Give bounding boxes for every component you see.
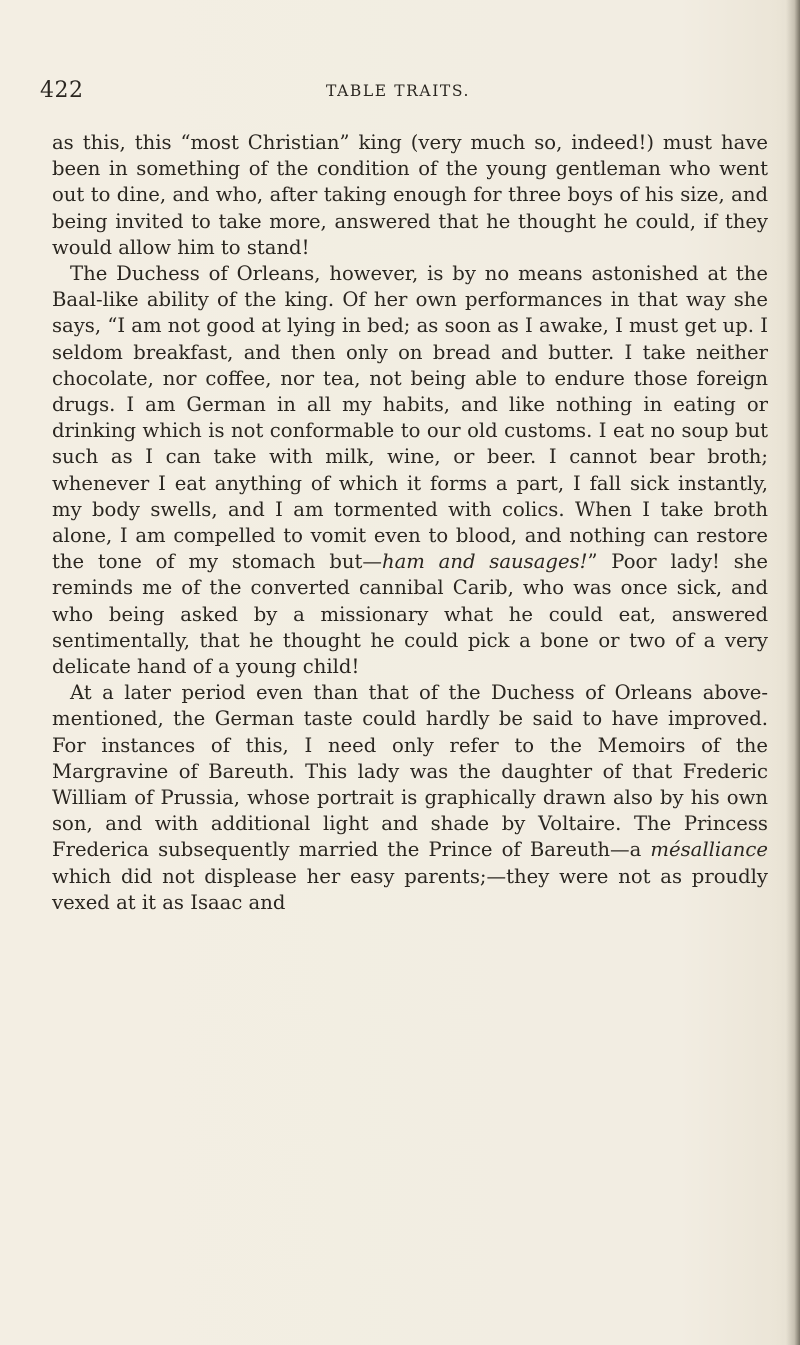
page-number: 422: [40, 78, 84, 103]
page-edge-shadow: [786, 0, 800, 1345]
paragraph-2-text-a: The Duchess of Orleans, however, is by no means astonished at the Baal-like ability of the king. Of her own performances in that way she says, “I am not good at lying in bed; as soon as I awake, I must get up. I seldom breakfast, and then only on bread and butter. I take neither chocolate, nor coffee, nor tea, not being able to endure those foreign drugs. I am German in all my habits, and like nothing in eating or drinking which is not conformable to our old customs. I eat no soup but such as I can take with milk, wine, or beer. I cannot bear broth; whenever I eat anything of which it forms a part, I fall sick instantly, my body swells, and I am tormented with colics. When I take broth alone, I am compelled to vomit even to blood, and nothing can restore the tone of my stomach but—: [52, 262, 768, 574]
paragraph-2-italic-phrase: ham and sausages!: [381, 550, 588, 574]
paragraph-1: [52, 130, 768, 261]
paragraph-3-italic-word: mésalliance: [650, 838, 768, 862]
paragraph-3: [52, 680, 768, 916]
paragraph-1-text: as this, this “most Christian” king (very much so, indeed!) must have been in something of the condition of the young gentleman who went out to dine, and who, after taking enough for three boys of his size, and being invited to take more, answered that he thought he could, if they would allow him to stand!: [52, 131, 768, 259]
paragraph-2: [52, 261, 768, 680]
running-head: TABLE TRAITS.: [326, 82, 471, 100]
paragraph-2-text-b: ” Poor lady! she reminds me of the converted cannibal Carib, who was once sick, and who being asked by a missionary what he could eat, answered sentimentally, that he thought he could pick a bone or two of a very delicate hand of a young child!: [52, 550, 768, 679]
paragraph-3-text-a: At a later period even than that of the Duchess of Orleans above-mentioned, the German taste could hardly be said to have improved. For instances of this, I need only refer to the Memoirs of the Margravine of Bareuth. This lady was the daughter of that Frederic William of Prussia, whose portrait is graphically drawn also by his own son, and with additional light and shade by Voltaire. The Princess Frederica subsequently married the Prince of Bareuth—a: [52, 681, 768, 862]
page-header: [0, 78, 800, 118]
paragraph-3-text-b: which did not displease her easy parents;—they were not as proudly vexed at it as Isaac and: [52, 864, 768, 914]
body-text: [52, 130, 768, 916]
